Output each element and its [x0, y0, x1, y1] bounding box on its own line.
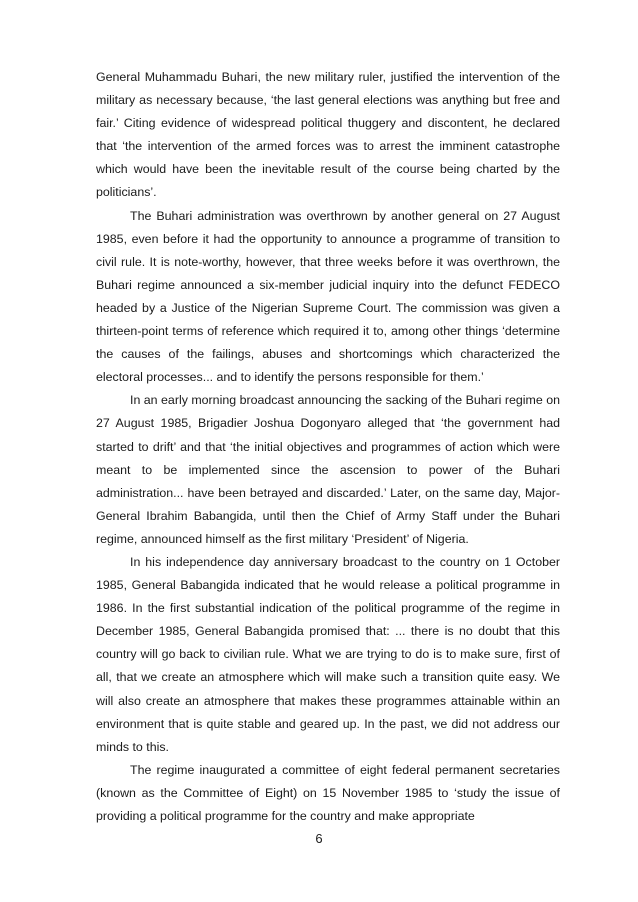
paragraph-buhari-justification: General Muhammadu Buhari, the new military ruler, justified the intervention of the military as necessary because, ‘the last general elections was anything but free and fair.’ Citing evidence of widespread political thuggery and discontent, he declared that ‘the intervention of the armed forces was to arrest the imminent catastrophe which would have been the inevitable result of the course being charted by the politicians’.	[96, 70, 560, 200]
paragraph-babangida-programme: In his independence day anniversary broadcast to the country on 1 October 1985, General Babangida indicated that he would release a political programme in 1986. In the first substantial indication of the political programme of the regime in December 1985, General Babangida promised that: ... there is no doubt that this country will go back to civilian rule. What we are trying to do is to make sure, first of all, that we create an atmosphere which will make such a transition quite easy. We will also create an atmosphere that makes these programmes attainable within an environment that is quite stable and geared up. In the past, we did not address our minds to this.	[96, 554, 560, 754]
document-body	[96, 66, 560, 828]
paragraph-dogonyaro-broadcast: In an early morning broadcast announcing the sacking of the Buhari regime on 27 August 1985, Brigadier Joshua Dogonyaro alleged that ‘the government had started to drift’ and that ‘the initial objectives and programmes of action which were meant to be implemented since the ascension to power of the Buhari administration... have been betrayed and discarded.’ Later, on the same day, Major-General Ibrahim Babangida, until then the Chief of Army Staff under the Buhari regime, announced himself as the first military ‘President’ of Nigeria.	[96, 393, 560, 546]
paragraph-committee-of-eight: The regime inaugurated a committee of eight federal permanent secretaries (known as the Committee of Eight) on 15 November 1985 to ‘study the issue of providing a political programme for the country and make appropriate	[96, 762, 560, 823]
paragraph-buhari-overthrown: The Buhari administration was overthrown by another general on 27 August 1985, even before it had the opportunity to announce a programme of transition to civil rule. It is note-worthy, however, that three weeks before it was overthrown, the Buhari regime announced a six-member judicial inquiry into the defunct FEDECO headed by a Justice of the Nigerian Supreme Court. The commission was given a thirteen-point terms of reference which required it to, among other things ‘determine the causes of the failings, abuses and shortcomings which characterized the electoral processes... and to identify the persons responsible for them.’	[96, 208, 560, 385]
page-number: 6	[315, 831, 323, 846]
